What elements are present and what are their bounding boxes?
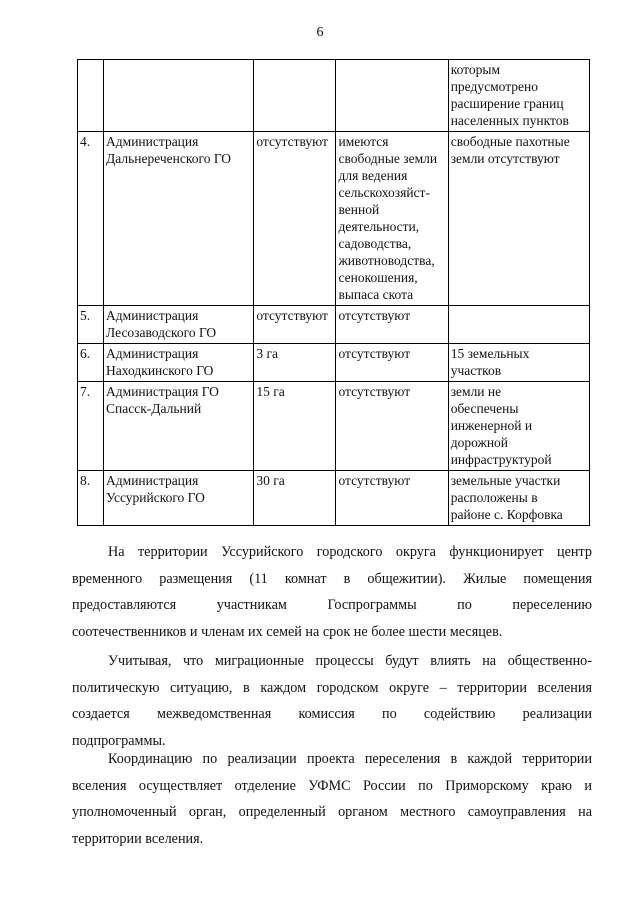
cell-text-line: для ведения (338, 168, 408, 183)
cell-text-line: Дальнереченского ГО (106, 151, 232, 166)
cell-text-line: отсутствуют (338, 384, 411, 399)
table-row (78, 471, 590, 526)
cell-text-line: отсутствуют (338, 346, 411, 361)
cell-text-line: отсутствуют (256, 134, 328, 149)
table-cell-num (78, 344, 104, 382)
cell-text-line: венной (338, 202, 380, 217)
cell-text-line: выпаса скота (338, 287, 414, 302)
table-cell-col-c (448, 344, 589, 382)
cell-text-line: сенокошения, (338, 270, 418, 285)
paragraph-line: Учитывая, что миграционные процессы будут влиять на общественно- (108, 653, 592, 669)
cell-text-line: Уссурийского ГО (106, 490, 205, 505)
table-cell-col-c (448, 306, 589, 344)
cell-text-line: земельные участки (450, 473, 561, 488)
cell-text-line: дорожной (450, 435, 509, 450)
table-cell-num (78, 382, 104, 471)
settlement-table (77, 59, 590, 526)
cell-text-line: Администрация ГО (106, 384, 219, 399)
table-row (78, 344, 590, 382)
row-number: 8. (80, 473, 91, 488)
table-cell-col-a (254, 382, 336, 471)
page-number: 6 (316, 25, 324, 40)
paragraph-line: временного размещения (11 комнат в общежитии). Жилые помещения (72, 570, 592, 587)
cell-text-line: отсутствуют (256, 308, 328, 323)
table-cell-org (104, 344, 254, 382)
row-number: 5. (80, 308, 91, 323)
table-row (78, 306, 590, 344)
paragraph-line: Координацию по реализации проекта переселения в каждой территории (108, 751, 592, 767)
cell-text-line: инфраструктурой (450, 452, 552, 467)
table-cell-col-b (336, 471, 448, 526)
paragraph-1 (72, 539, 592, 645)
row-number: 7. (80, 384, 91, 399)
table-cell-org (104, 132, 254, 306)
cell-text-line: 15 земельных (450, 346, 530, 361)
cell-text-line: населенных пунктов (450, 113, 569, 128)
table-row (78, 60, 590, 132)
cell-text-line: сельскохозяйст- (338, 185, 430, 200)
row-number: 6. (80, 346, 91, 361)
cell-text-line: отсутствуют (338, 473, 411, 488)
table-cell-org (104, 471, 254, 526)
cell-text-line: которым (450, 62, 500, 77)
cell-text-line: обеспечены (450, 401, 519, 416)
cell-text-line: предусмотрено (450, 79, 538, 94)
table-cell-col-a (254, 306, 336, 344)
table-cell-col-b (336, 132, 448, 306)
table-cell-col-c (448, 132, 589, 306)
cell-text-line: расширение границ (450, 96, 564, 111)
table-cell-col-b (336, 382, 448, 471)
paragraph-2 (72, 648, 592, 754)
table-row (78, 132, 590, 306)
cell-text-line: Лесозаводского ГО (106, 325, 217, 340)
paragraph-line: предоставляются участникам Госпрограммы по переселению (72, 597, 592, 613)
cell-text-line: инженерной и (450, 418, 533, 433)
table-cell-num (78, 306, 104, 344)
paragraph-line: политическую ситуацию, в каждом городском округе – территории вселения (72, 679, 592, 696)
cell-text-line: Администрация (106, 473, 199, 488)
paragraph-line: территории вселения. (72, 830, 204, 847)
table-cell-col-c (448, 471, 589, 526)
cell-text-line: Спасск-Дальний (106, 401, 202, 416)
paragraph-line: вселения осуществляет отделение УФМС России по Приморскому краю и (72, 777, 592, 794)
cell-text-line: Администрация (106, 134, 199, 149)
cell-text-line: 3 га (256, 346, 278, 361)
paragraph-line: уполномоченный орган, определенный органом местного самоуправления на (72, 804, 592, 820)
table-cell-col-b (336, 60, 448, 132)
paragraph-line: На территории Уссурийского городского округа функционирует центр (108, 544, 592, 560)
paragraph-line: подпрограммы. (72, 732, 166, 749)
table-cell-org (104, 60, 254, 132)
table-cell-col-a (254, 344, 336, 382)
cell-text-line: районе с. Корфовка (450, 507, 563, 522)
cell-text-line: животноводства, (338, 253, 435, 268)
table-cell-col-b (336, 344, 448, 382)
cell-text-line: 30 га (256, 473, 285, 488)
cell-text-line: имеются (338, 134, 389, 149)
paragraph-3 (72, 746, 592, 852)
cell-text-line: деятельности, (338, 219, 420, 234)
table-cell-col-a (254, 132, 336, 306)
table-row (78, 382, 590, 471)
table-cell-col-c (448, 382, 589, 471)
cell-text-line: расположены в (450, 490, 538, 505)
table-cell-col-c (448, 60, 589, 132)
paragraph-line: создается межведомственная комиссия по содействию реализации (72, 706, 592, 722)
table-cell-num (78, 132, 104, 306)
cell-text-line: свободные земли (338, 151, 438, 166)
cell-text-line: отсутствуют (338, 308, 411, 323)
cell-text-line: садоводства, (338, 236, 412, 251)
table-cell-col-a (254, 60, 336, 132)
row-number: 4. (80, 134, 91, 149)
cell-text-line: Находкинского ГО (106, 363, 214, 378)
cell-text-line: Администрация (106, 346, 199, 361)
cell-text-line: земли не (450, 384, 502, 399)
cell-text-line: 15 га (256, 384, 285, 399)
cell-text-line: Администрация (106, 308, 199, 323)
cell-text-line: участков (450, 363, 502, 378)
table-cell-col-a (254, 471, 336, 526)
table-cell-num (78, 471, 104, 526)
cell-text-line: свободные пахотные (450, 134, 570, 149)
paragraph-line: соотечественников и членам их семей на срок не более шести месяцев. (72, 623, 503, 640)
table-cell-col-b (336, 306, 448, 344)
cell-text-line: земли отсутствуют (450, 151, 560, 166)
table-cell-num (78, 60, 104, 132)
table-cell-org (104, 382, 254, 471)
table-cell-org (104, 306, 254, 344)
